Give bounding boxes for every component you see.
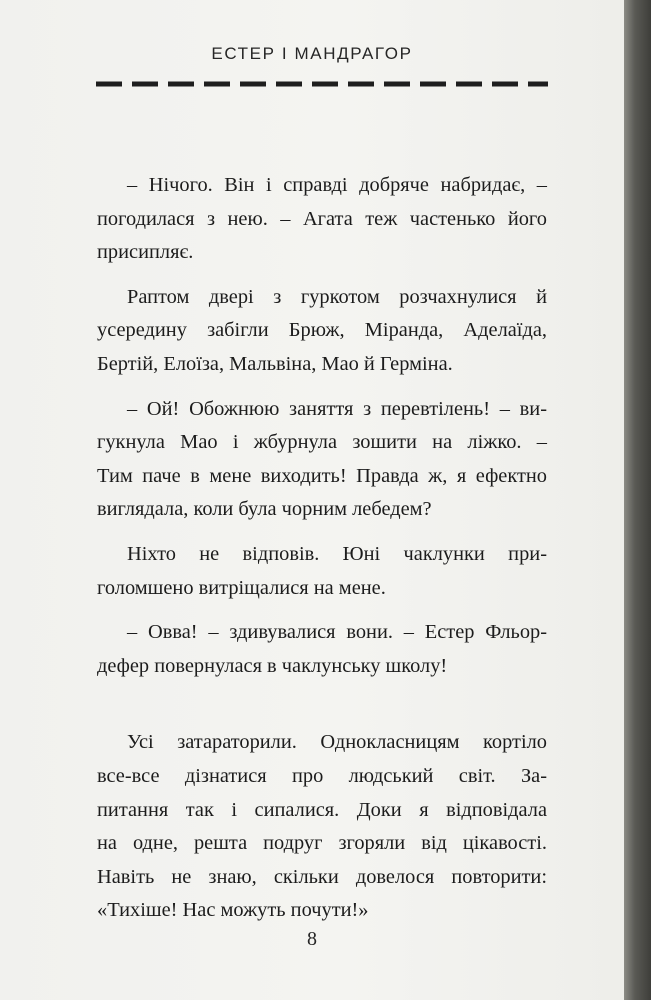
header-dashed-rule <box>96 80 548 88</box>
text-line: погодилася з нею. – Агата теж частенько його <box>97 207 547 230</box>
text-line: голомшено витріщалися на мене. <box>97 576 386 599</box>
text-line: Навіть не знаю, скільки довелося повторити: <box>97 865 547 888</box>
book-spine-shadow <box>624 0 651 1000</box>
page-number: 8 <box>307 928 317 950</box>
text-line: Ніхто не відповів. Юні чаклунки при- <box>127 542 547 565</box>
text-line: «Тихіше! Нас можуть почути!» <box>97 899 369 922</box>
text-line: Усі затараторили. Однокласницям кортіло <box>127 731 547 754</box>
text-line: Раптом двері з гуркотом розчахнулися й <box>127 285 547 308</box>
text-line: Тим паче в мене виходить! Правда ж, я ефектно <box>97 464 547 487</box>
body-text <box>97 169 547 928</box>
text-line: дефер повернулася в чаклунську школу! <box>97 654 448 677</box>
text-line: виглядала, коли була чорним лебедем? <box>97 498 432 521</box>
text-line: Бертій, Елоїза, Мальвіна, Мао й Герміна. <box>97 352 453 375</box>
text-line: – Нічого. Він і справді добряче набридає, – <box>127 174 547 196</box>
running-header-title: ЕСТЕР І МАНДРАГОР <box>211 44 413 63</box>
text-line: все-все дізнатися про людський світ. За- <box>97 764 547 787</box>
text-line: присипляє. <box>97 241 194 264</box>
text-line: гукнула Мао і жбурнула зошити на ліжко. – <box>97 431 547 454</box>
text-line: питання так і сипалися. Доки я відповідала <box>97 798 547 821</box>
text-line: – Ой! Обожнюю заняття з перевтілень! – ви- <box>127 397 547 420</box>
text-line: – Овва! – здивувалися вони. – Естер Фльор- <box>127 621 547 644</box>
text-line: усередину забігли Брюж, Міранда, Аделаїда, <box>97 319 547 342</box>
text-line: на одне, решта подруг згоряли від цікавості. <box>97 832 547 855</box>
